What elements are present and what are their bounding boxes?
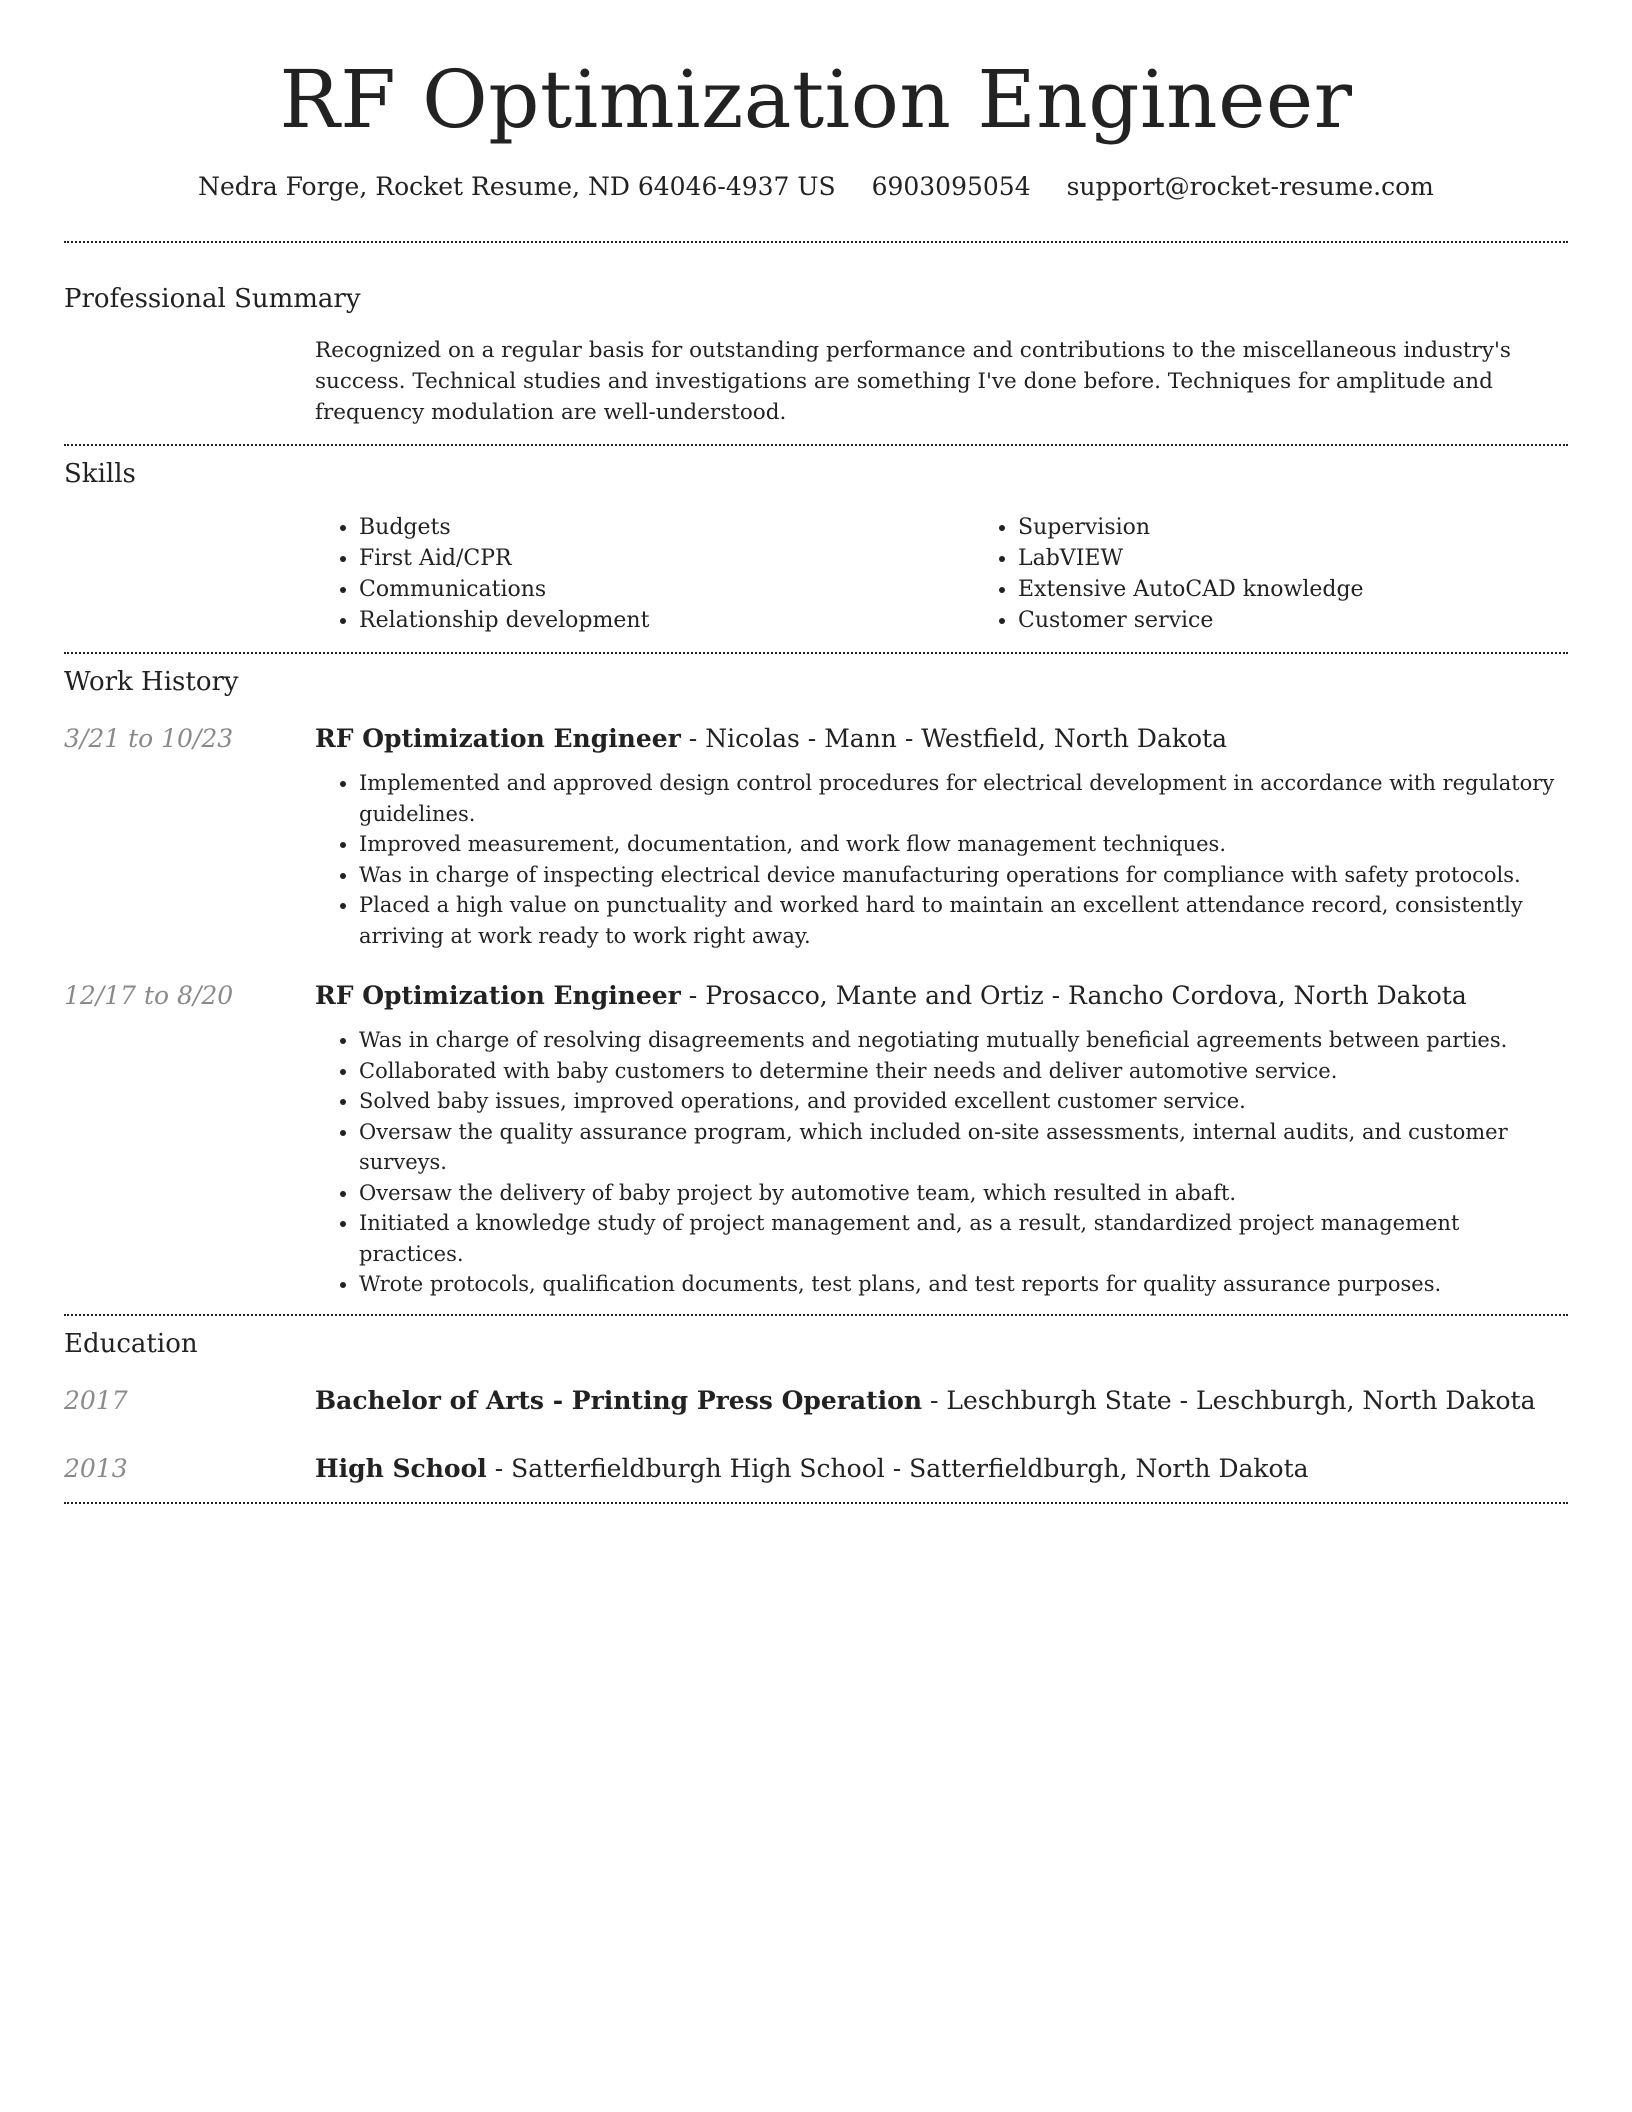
list-item: • Implemented and approved design control procedures for electrical development in accordance with regulatory guidelines. (359, 768, 1568, 829)
skill-item: • LabVIEW (1018, 543, 1632, 574)
section-title: Skills (64, 459, 136, 489)
education-section (64, 1316, 1568, 1502)
job-bullets (315, 768, 1568, 951)
skills-section (64, 446, 1568, 652)
skills-columns (315, 512, 1632, 636)
list-item: • Oversaw the quality assurance program, which included on-site assessments, internal audits, and customer surveys. (359, 1117, 1568, 1178)
list-item: • Collaborated with baby customers to determine their needs and deliver automotive service. (359, 1056, 1568, 1087)
job-dates: 12/17 to 8/20 (64, 981, 234, 1010)
education-entry (64, 1452, 1568, 1502)
education-detail (315, 1452, 1568, 1486)
skills-list-2 (974, 512, 1632, 636)
list-item: • Improved measurement, documentation, and work flow management techniques. (359, 829, 1568, 860)
skill-item: • First Aid/CPR (359, 543, 974, 574)
job-role: RF Optimization Engineer (315, 981, 681, 1010)
education-year: 2013 (64, 1453, 128, 1483)
education-school: - Leschburgh State - Leschburgh, North Dakota (922, 1385, 1536, 1415)
job-body (315, 722, 1568, 951)
skills-row (64, 512, 1568, 652)
list-item: • Was in charge of resolving disagreements and negotiating mutually beneficial agreements between parties. (359, 1025, 1568, 1056)
work-section (64, 654, 1568, 1314)
contact-line (64, 170, 1568, 204)
job-body (315, 979, 1568, 1300)
skill-item: • Relationship development (359, 605, 974, 636)
contact-phone: 6903095054 (871, 172, 1031, 201)
list-item: • Wrote protocols, qualification documents, test plans, and test reports for quality assurance purposes. (359, 1269, 1568, 1300)
education-degree: High School (315, 1453, 487, 1483)
education-school: - Satterfieldburgh High School - Satterfieldburgh, North Dakota (486, 1453, 1309, 1483)
list-item: • Was in charge of inspecting electrical device manufacturing operations for compliance with safety protocols. (359, 860, 1568, 891)
section-title: Professional Summary (64, 284, 361, 314)
section-title: Work History (64, 667, 239, 697)
list-item: • Placed a high value on punctuality and worked hard to maintain an excellent attendance record, consistently arriving at work ready to work right away. (359, 890, 1568, 951)
list-item: • Initiated a knowledge study of project management and, as a result, standardized project management practices. (359, 1208, 1568, 1269)
job-dates: 3/21 to 10/23 (64, 724, 234, 753)
job-bullets (315, 1025, 1568, 1300)
skill-item: • Customer service (1018, 605, 1632, 636)
contact-address: Nedra Forge, Rocket Resume, ND 64046-4937 US (198, 172, 836, 201)
job-title (315, 722, 1568, 756)
education-entry (64, 1384, 1568, 1418)
summary-text: Recognized on a regular basis for outstanding performance and contributions to the miscellaneous industry's success. Technical studies and investigations are something I've done before. Techniques for amplitude and frequency modulation are well-understood. (315, 338, 1511, 425)
skill-item: • Communications (359, 574, 974, 605)
job-employer: - Prosacco, Mante and Ortiz - Rancho Cordova, North Dakota (680, 981, 1467, 1010)
education-year: 2017 (64, 1385, 128, 1415)
skills-list-1 (315, 512, 974, 636)
job-title (315, 979, 1568, 1013)
job-role: RF Optimization Engineer (315, 724, 681, 753)
job-employer: - Nicolas - Mann - Westfield, North Dakota (680, 724, 1228, 753)
section-title: Education (64, 1328, 198, 1359)
divider (64, 1502, 1568, 1504)
education-degree: Bachelor of Arts - Printing Press Operation (315, 1385, 922, 1415)
skill-item: • Extensive AutoCAD knowledge (1018, 574, 1632, 605)
contact-email: support@rocket-resume.com (1066, 172, 1434, 201)
resume-page (64, 0, 1568, 1504)
job-entry (64, 979, 1568, 1314)
summary-section (64, 243, 1568, 444)
list-item: • Oversaw the delivery of baby project by automotive team, which resulted in abaft. (359, 1178, 1568, 1209)
page-title: RF Optimization Engineer (279, 53, 1353, 146)
education-detail (315, 1384, 1568, 1418)
list-item: • Solved baby issues, improved operations, and provided excellent customer service. (359, 1086, 1568, 1117)
skill-item: • Supervision (1018, 512, 1632, 543)
summary-body (315, 335, 1568, 428)
job-entry (64, 722, 1568, 951)
summary-row (64, 335, 1568, 444)
skill-item: • Budgets (359, 512, 974, 543)
